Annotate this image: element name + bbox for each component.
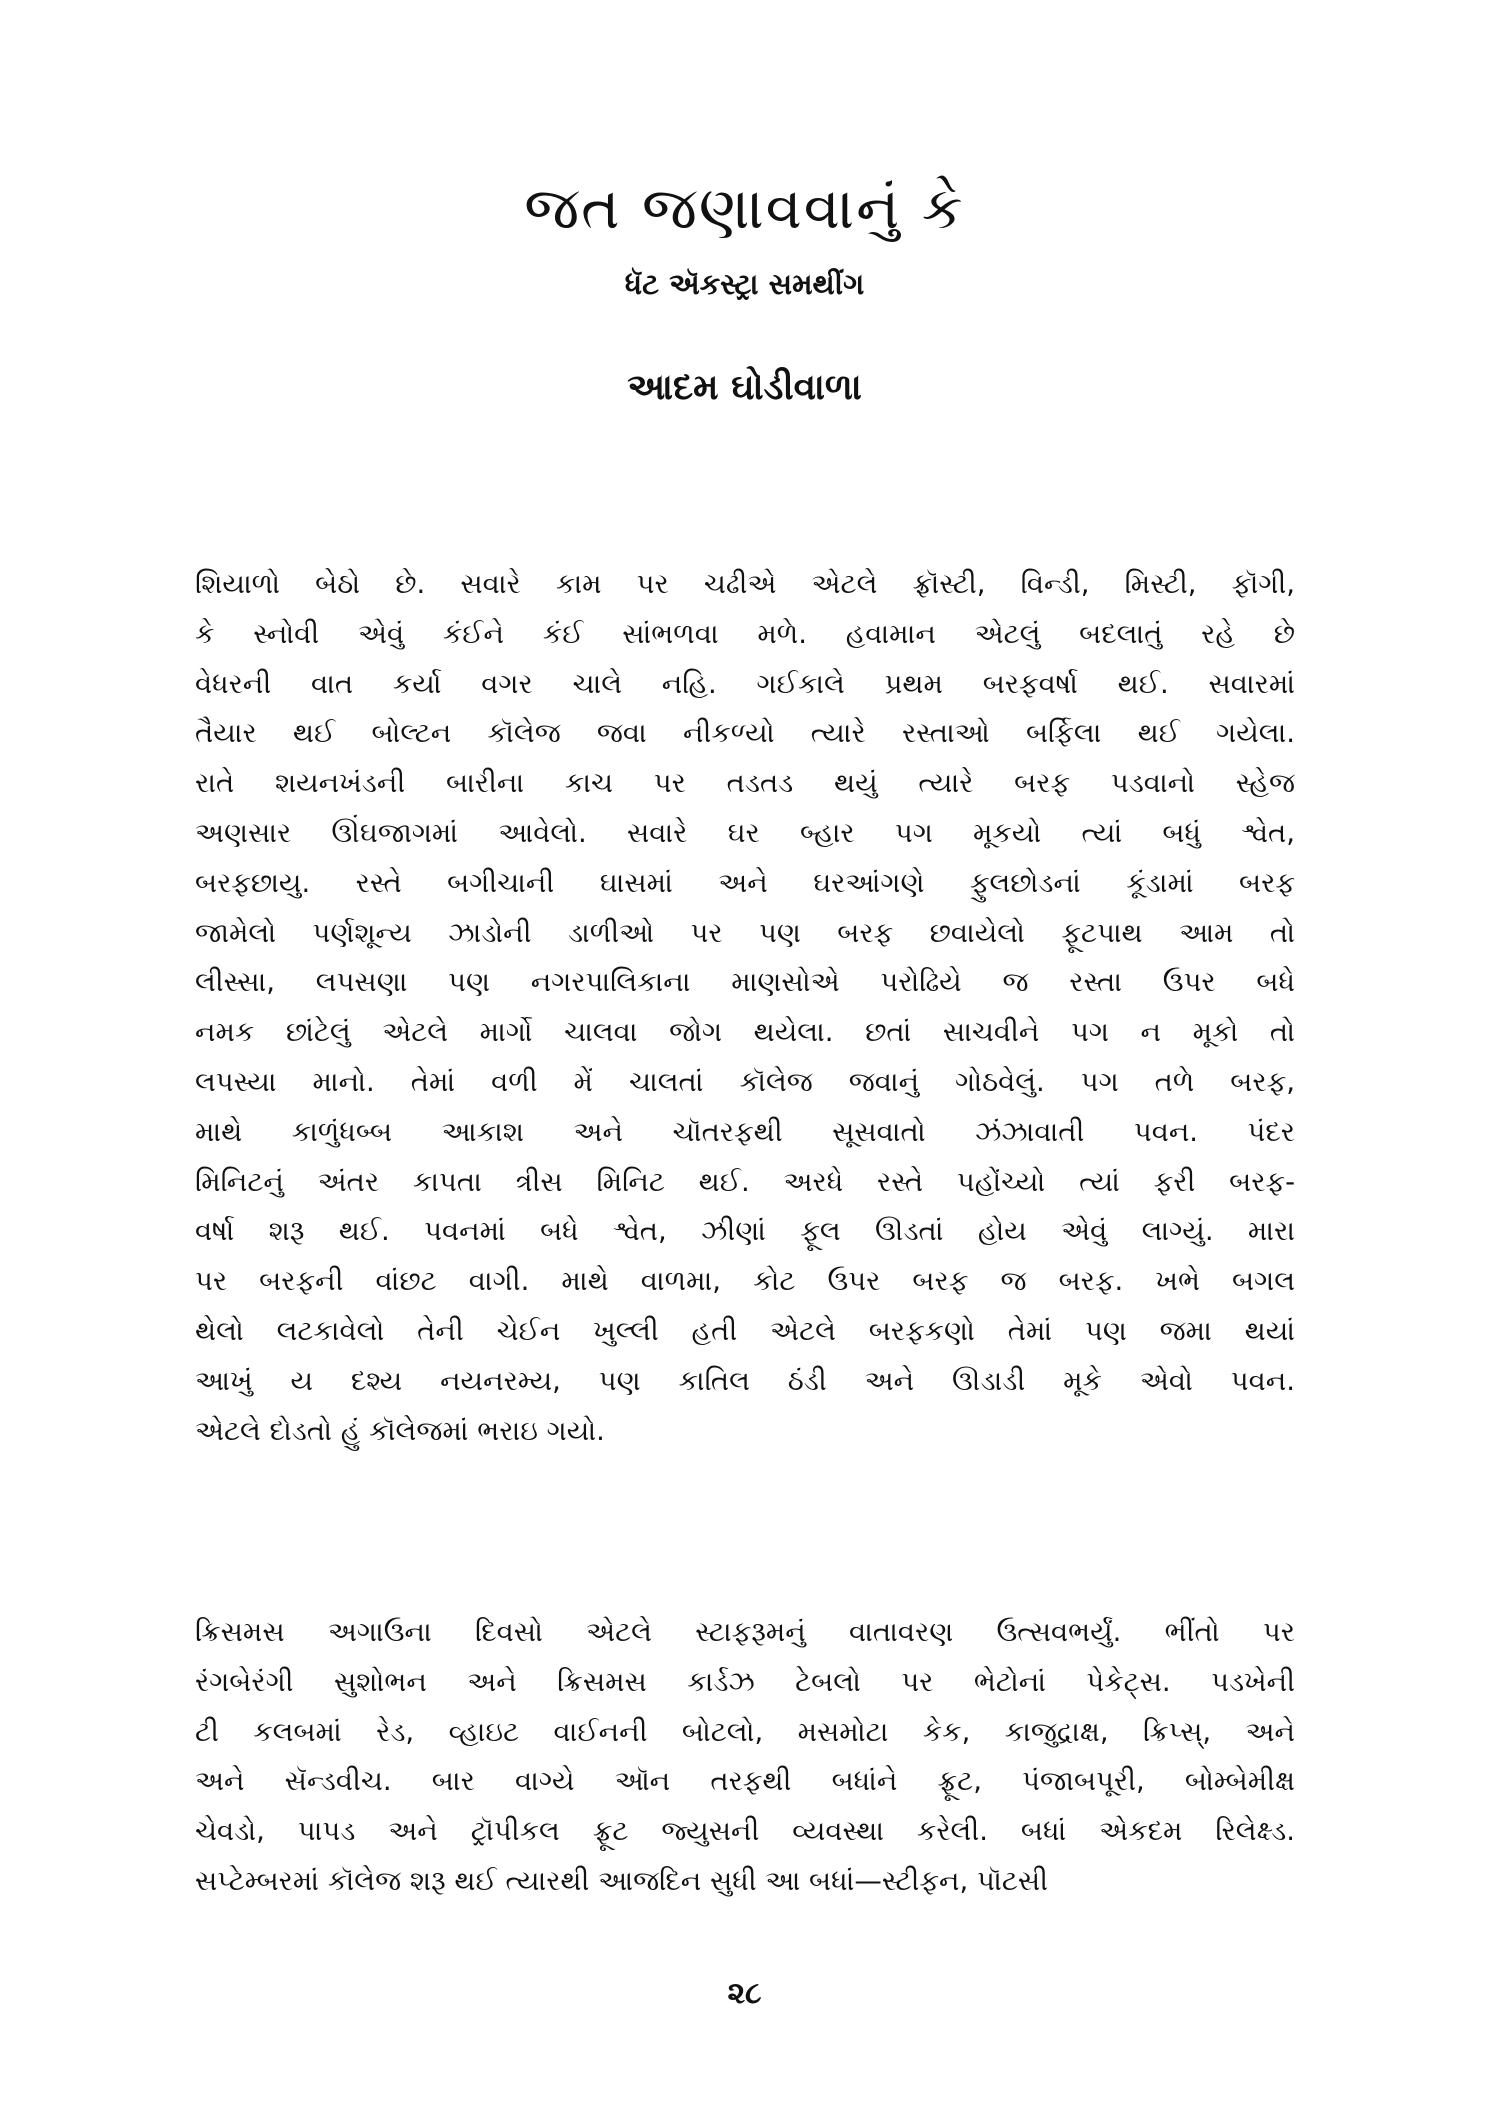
- paragraph-line: વર્ષા શરૂ થઈ. પવનમાં બધે શ્વેત, ઝીણાં ફૂલ ઊડતાં હોય એવું લાગ્યું. મારા: [195, 1215, 1295, 1248]
- paragraph-line: વેધરની વાત કર્યા વગર ચાલે નહિ. ગઈકાલે પ્રથમ બરફવર્ષા થઈ. સવારમાં: [195, 667, 1295, 700]
- paragraph-line: કે સ્નોવી એવું કંઈને કંઈ સાંભળવા મળે. હવામાન એટલું બદલાતું રહે છે: [195, 617, 1295, 650]
- paragraph-line: અણસાર ઊંઘજાગમાં આવેલો. સવારે ઘર બ્હાર પગ મૂકયો ત્યાં બધું શ્વેત,: [195, 816, 1295, 849]
- paragraph-line: એટલે દોડતો હું કૉલેજમાં ભરાઇ ગયો.: [195, 1414, 605, 1447]
- paragraph-line: બરફછાયુ. રસ્તે બગીચાની ઘાસમાં અને ઘરઆંગણે ફુલછોડનાં કૂંડામાં બરફ: [195, 866, 1295, 899]
- paragraph-line: રાતે શયનખંડની બારીના કાચ પર તડતડ થયું ત્યારે બરફ પડવાનો સ્હેજ: [195, 767, 1295, 800]
- paragraph: [195, 560, 1295, 1456]
- paragraph-line: જામેલો પર્ણશૂન્ય ઝાડોની ડાળીઓ પર પણ બરફ છવાયેલો ફૂટપાથ આમ તો: [195, 916, 1295, 949]
- paragraph-line: સપ્ટેમ્બરમાં કૉલેજ શરૂ થઈ ત્યારથી આજદિન સુધી આ બધાં—સ્ટીફન, પૉટસી: [195, 1864, 1049, 1897]
- paragraph-line: લીસ્સા, લપસણા પણ નગરપાલિકાના માણસોએ પરોઢિયે જ રસ્તા ઉપર બધે: [195, 966, 1295, 999]
- paragraph-line: ચેવડો, પાપડ અને ટ્રૉપીકલ ફ્રૂટ જ્યુસની વ્યવસ્થા કરેલી. બધાં એકદમ રિલેક્ષ્ડ.: [195, 1815, 1295, 1848]
- paragraph-line: માથે કાળુંધબ્બ આકાશ અને ચૉતરફથી સૂસવાતો ઝંઝાવાતી પવન. પંદર: [195, 1115, 1295, 1148]
- page-number: ૨૮: [727, 1976, 762, 2011]
- paragraph-line: ટી કલબમાં રેડ, વ્હાઇટ વાઈનની બોટલો, મસમોટા કેક, કાજુદ્રાક્ષ, ક્રિપ્સ્, અને: [195, 1715, 1295, 1748]
- page-title: જત જણાવવાનું કે: [524, 174, 965, 242]
- paragraph-line: આખું ય દશ્ય નયનરમ્ય, પણ કાતિલ ઠંડી અને ઊડાડી મૂકે એવો પવન.: [195, 1364, 1295, 1397]
- paragraph-line: શિયાળો બેઠો છે. સવારે કામ પર ચઢીએ એટલે ફ્રૉસ્ટી, વિન્ડી, મિસ્ટી, ફૉગી,: [195, 568, 1295, 600]
- paragraph-line: પર બરફની વાંછટ વાગી. માથે વાળમા, કોટ ઉપર બરફ જ બરફ. ખભે બગલ: [195, 1265, 1295, 1298]
- paragraph-line: થેલો લટકાવેલો તેની ચેઈન ખુલ્લી હતી એટલે બરફકણો તેમાં પણ જમા થયાં: [195, 1314, 1295, 1347]
- page-subtitle: ધૅટ ઍકસ્ટ્રા સમથીંગ: [624, 267, 865, 301]
- paragraph-line: રંગબેરંગી સુશોભન અને ક્રિસમસ કાર્ડઝ ટેબલો પર ભેટોનાં પેકેટ્સ. પડખેની: [195, 1665, 1295, 1698]
- paragraph-line: અને સૅન્ડવીચ. બાર વાગ્યે ઑન તરફથી બધાંને ફ્રૂટ, પંજાબપૂરી, બોમ્બેમીક્ષ: [195, 1765, 1295, 1798]
- paragraph-line: નમક છાંટેલું એટલે માર્ગો ચાલવા જોગ થયેલા. છતાં સાચવીને પગ ન મૂકો તો: [195, 1016, 1295, 1049]
- author-name: આદમ ઘોડીવાળા: [627, 367, 862, 408]
- paragraph-line: મિનિટનું અંતર કાપતા ત્રીસ મિનિટ થઈ. અરધે રસ્તે પહોંચ્યો ત્યાં ફરી બરફ-: [195, 1165, 1295, 1198]
- paragraph-line: તૈયાર થઈ બોલ્ટન કૉલેજ જવા નીકળ્યો ત્યારે રસ્તાઓ બર્ફિલા થઈ ગયેલા.: [195, 717, 1295, 750]
- paragraph-line: ક્રિસમસ અગાઉના દિવસો એટલે સ્ટાફરૂમનું વાતાવરણ ઉત્સવભર્યું. ભીંતો પર: [195, 1616, 1295, 1648]
- paragraph-line: લપસ્યા માનો. તેમાં વળી મેં ચાલતાં કૉલેજ જવાનું ગોઠવેલું. પગ તળે બરફ,: [195, 1065, 1295, 1098]
- paragraph: [195, 1608, 1295, 1907]
